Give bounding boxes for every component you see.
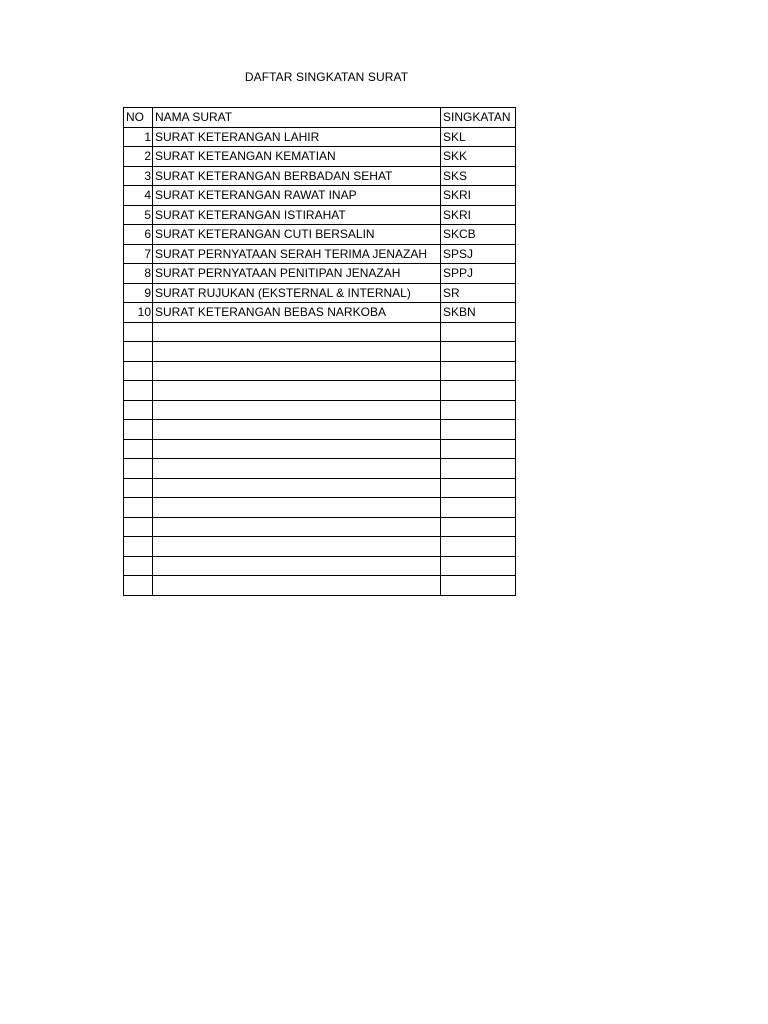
table-row xyxy=(124,205,516,225)
abbreviation-table xyxy=(123,107,516,596)
table-row xyxy=(124,166,516,186)
table-row xyxy=(124,517,516,537)
abbreviation-cell xyxy=(441,478,516,498)
abbreviation-cell xyxy=(441,342,516,362)
abbreviation-cell: SKCB xyxy=(441,225,516,245)
abbreviation-cell: SKS xyxy=(441,166,516,186)
table-row xyxy=(124,400,516,420)
table-row xyxy=(124,264,516,284)
table-row xyxy=(124,537,516,557)
letter-name-cell xyxy=(153,381,441,401)
letter-name-cell xyxy=(153,400,441,420)
table-row xyxy=(124,283,516,303)
letter-name-cell xyxy=(153,322,441,342)
letter-name-cell xyxy=(153,537,441,557)
table-row xyxy=(124,244,516,264)
row-number-cell: 1 xyxy=(124,127,153,147)
abbreviation-cell: SKL xyxy=(441,127,516,147)
letter-name-cell: SURAT KETERANGAN BERBADAN SEHAT xyxy=(153,166,441,186)
document-title: DAFTAR SINGKATAN SURAT xyxy=(244,70,409,84)
abbreviation-cell xyxy=(441,556,516,576)
table-row xyxy=(124,303,516,323)
table-row xyxy=(124,361,516,381)
abbreviation-cell xyxy=(441,361,516,381)
header-singkatan: SINGKATAN xyxy=(441,108,516,128)
row-number-cell: 6 xyxy=(124,225,153,245)
abbreviation-cell: SKRI xyxy=(441,205,516,225)
row-number-cell xyxy=(124,439,153,459)
table-row xyxy=(124,225,516,245)
letter-name-cell: SURAT KETERANGAN RAWAT INAP xyxy=(153,186,441,206)
table-row xyxy=(124,342,516,362)
table-row xyxy=(124,186,516,206)
row-number-cell xyxy=(124,576,153,596)
row-number-cell xyxy=(124,342,153,362)
abbreviation-cell: SKK xyxy=(441,147,516,167)
table-row xyxy=(124,420,516,440)
letter-name-cell: SURAT KETEANGAN KEMATIAN xyxy=(153,147,441,167)
table-header-row xyxy=(124,108,516,128)
abbreviation-cell: SKRI xyxy=(441,186,516,206)
abbreviation-cell xyxy=(441,537,516,557)
letter-name-cell: SURAT KETERANGAN ISTIRAHAT xyxy=(153,205,441,225)
row-number-cell xyxy=(124,517,153,537)
row-number-cell xyxy=(124,498,153,518)
row-number-cell xyxy=(124,478,153,498)
table-row xyxy=(124,127,516,147)
letter-name-cell xyxy=(153,517,441,537)
abbreviation-cell xyxy=(441,517,516,537)
row-number-cell: 10 xyxy=(124,303,153,323)
row-number-cell xyxy=(124,381,153,401)
abbreviation-cell: SPSJ xyxy=(441,244,516,264)
abbreviation-cell xyxy=(441,322,516,342)
letter-name-cell xyxy=(153,576,441,596)
row-number-cell: 7 xyxy=(124,244,153,264)
header-no: NO xyxy=(124,108,153,128)
row-number-cell: 2 xyxy=(124,147,153,167)
letter-name-cell: SURAT PERNYATAAN SERAH TERIMA JENAZAH xyxy=(153,244,441,264)
row-number-cell xyxy=(124,537,153,557)
letter-name-cell xyxy=(153,459,441,479)
letter-name-cell: SURAT KETERANGAN BEBAS NARKOBA xyxy=(153,303,441,323)
abbreviation-cell: SPPJ xyxy=(441,264,516,284)
row-number-cell: 5 xyxy=(124,205,153,225)
row-number-cell xyxy=(124,400,153,420)
header-nama-surat: NAMA SURAT xyxy=(153,108,441,128)
row-number-cell xyxy=(124,459,153,479)
table-row xyxy=(124,498,516,518)
abbreviation-cell: SKBN xyxy=(441,303,516,323)
abbreviation-cell xyxy=(441,498,516,518)
row-number-cell: 3 xyxy=(124,166,153,186)
letter-name-cell xyxy=(153,342,441,362)
row-number-cell: 9 xyxy=(124,283,153,303)
letter-name-cell xyxy=(153,498,441,518)
table-row xyxy=(124,439,516,459)
table-row xyxy=(124,576,516,596)
table-row xyxy=(124,556,516,576)
table-row xyxy=(124,478,516,498)
abbreviation-cell xyxy=(441,459,516,479)
table-row xyxy=(124,381,516,401)
abbreviation-cell xyxy=(441,400,516,420)
abbreviation-cell xyxy=(441,381,516,401)
letter-name-cell xyxy=(153,439,441,459)
row-number-cell: 4 xyxy=(124,186,153,206)
letter-name-cell xyxy=(153,361,441,381)
row-number-cell: 8 xyxy=(124,264,153,284)
abbreviation-cell xyxy=(441,420,516,440)
letter-name-cell xyxy=(153,478,441,498)
abbreviation-cell: SR xyxy=(441,283,516,303)
table-body xyxy=(124,127,516,595)
row-number-cell xyxy=(124,556,153,576)
table-row xyxy=(124,459,516,479)
abbreviation-cell xyxy=(441,576,516,596)
letter-name-cell: SURAT PERNYATAAN PENITIPAN JENAZAH xyxy=(153,264,441,284)
letter-name-cell xyxy=(153,420,441,440)
row-number-cell xyxy=(124,322,153,342)
table-row xyxy=(124,147,516,167)
abbreviation-cell xyxy=(441,439,516,459)
letter-name-cell: SURAT RUJUKAN (EKSTERNAL & INTERNAL) xyxy=(153,283,441,303)
letter-name-cell: SURAT KETERANGAN CUTI BERSALIN xyxy=(153,225,441,245)
letter-name-cell: SURAT KETERANGAN LAHIR xyxy=(153,127,441,147)
row-number-cell xyxy=(124,361,153,381)
row-number-cell xyxy=(124,420,153,440)
table-row xyxy=(124,322,516,342)
letter-name-cell xyxy=(153,556,441,576)
